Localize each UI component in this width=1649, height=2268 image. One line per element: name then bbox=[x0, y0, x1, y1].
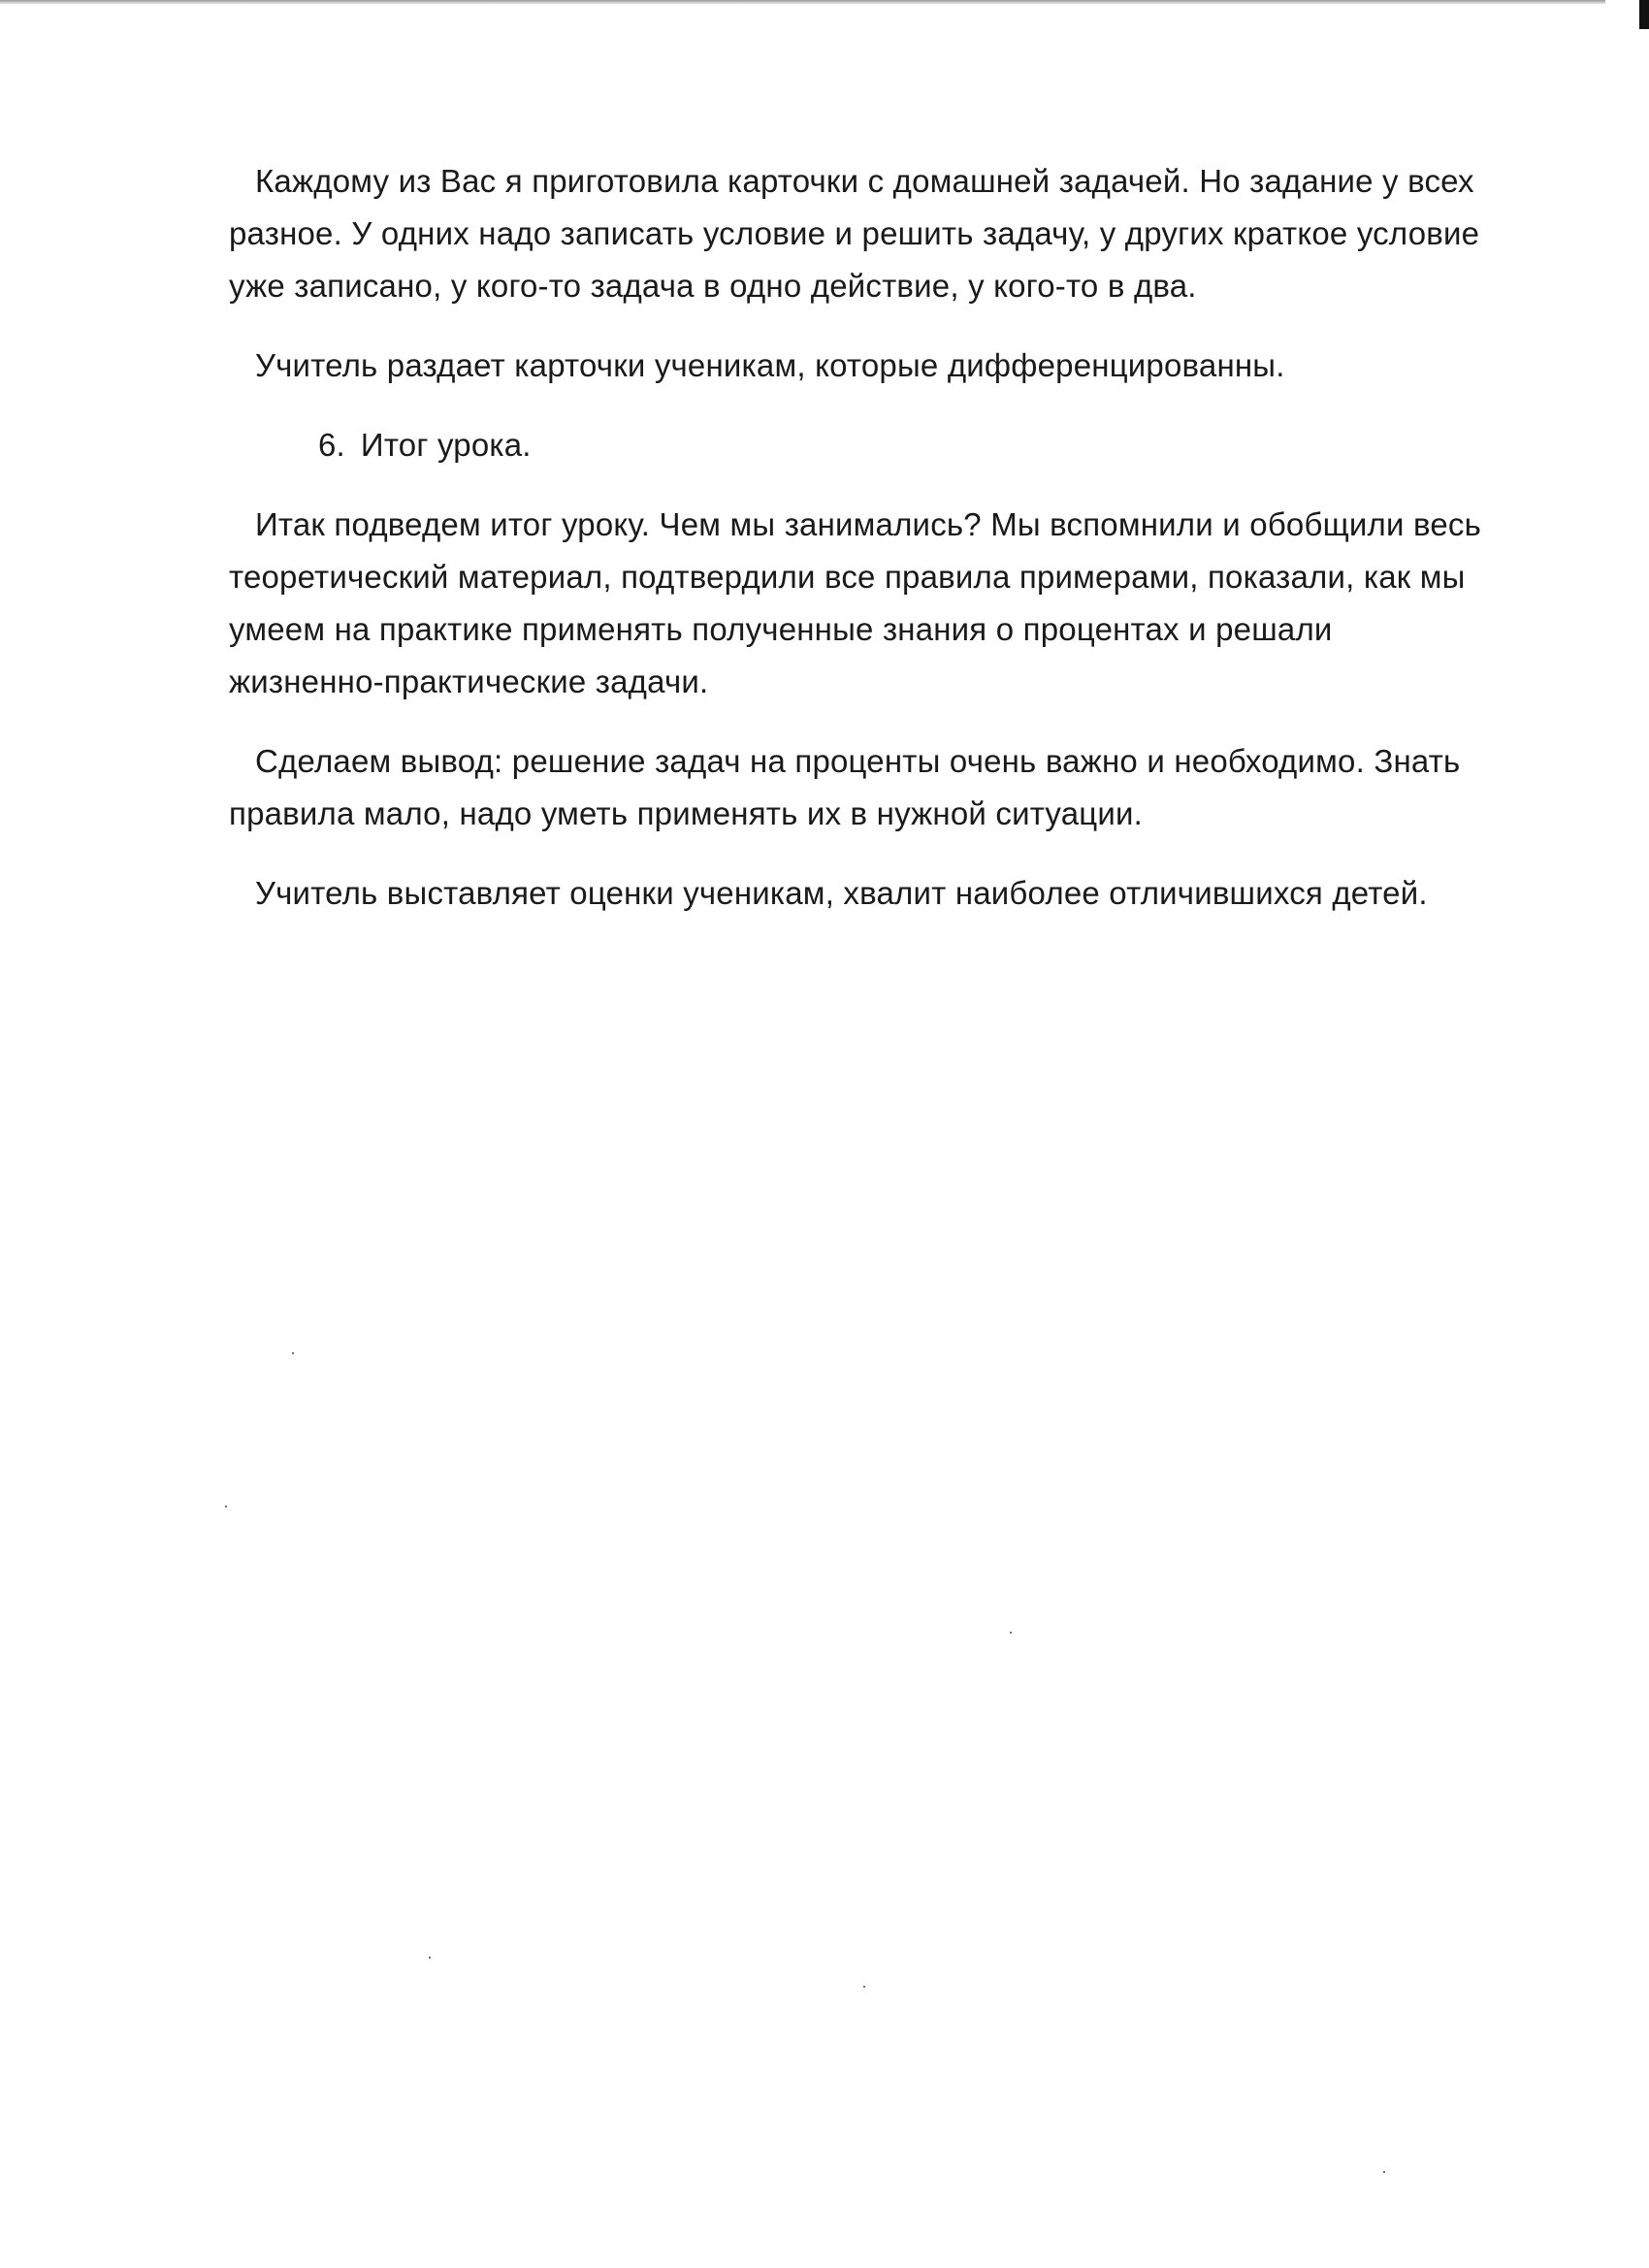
numbered-item-lesson-summary bbox=[229, 419, 1490, 471]
scan-speck bbox=[1010, 1632, 1012, 1634]
scan-edge-top bbox=[0, 0, 1605, 4]
scan-speck bbox=[1383, 2171, 1385, 2173]
paragraph-teacher-hands-out: Учитель раздает карточки ученикам, которые дифференцированны. bbox=[255, 347, 1285, 383]
paragraph-grades: Учитель выставляет оценки ученикам, хвалит наиболее отличившихся детей. bbox=[255, 875, 1428, 911]
scan-speck bbox=[863, 1986, 865, 1988]
scan-speck bbox=[429, 1957, 431, 1959]
item-heading: Итог урока. bbox=[360, 427, 532, 463]
scan-speck bbox=[225, 1506, 227, 1507]
scan-speck bbox=[292, 1352, 294, 1354]
paragraph-conclusion: Сделаем вывод: решение задач на проценты очень важно и необходимо. Знать правила мало, надо уметь применять их в нужной ситуации. bbox=[229, 743, 1461, 831]
scan-edge-right bbox=[1639, 0, 1649, 29]
paragraph-homework-cards: Каждому из Вас я приготовила карточки с домашней задачей. Но задание у всех разное. У одних надо записать условие и решить задачу, у других краткое условие уже записано, у кого-то задача в одно действие, у кого-то в два. bbox=[229, 163, 1480, 304]
paragraph-summary: Итак подведем итог уроку. Чем мы занимались? Мы вспомнили и обобщили весь теоретический материал, подтвердили все правила примерами, показали, как мы умеем на практике применять полученные знания о процентах и решали жизненно-практические задачи. bbox=[229, 506, 1482, 699]
item-number: 6. bbox=[318, 427, 345, 463]
document-body bbox=[229, 155, 1490, 947]
